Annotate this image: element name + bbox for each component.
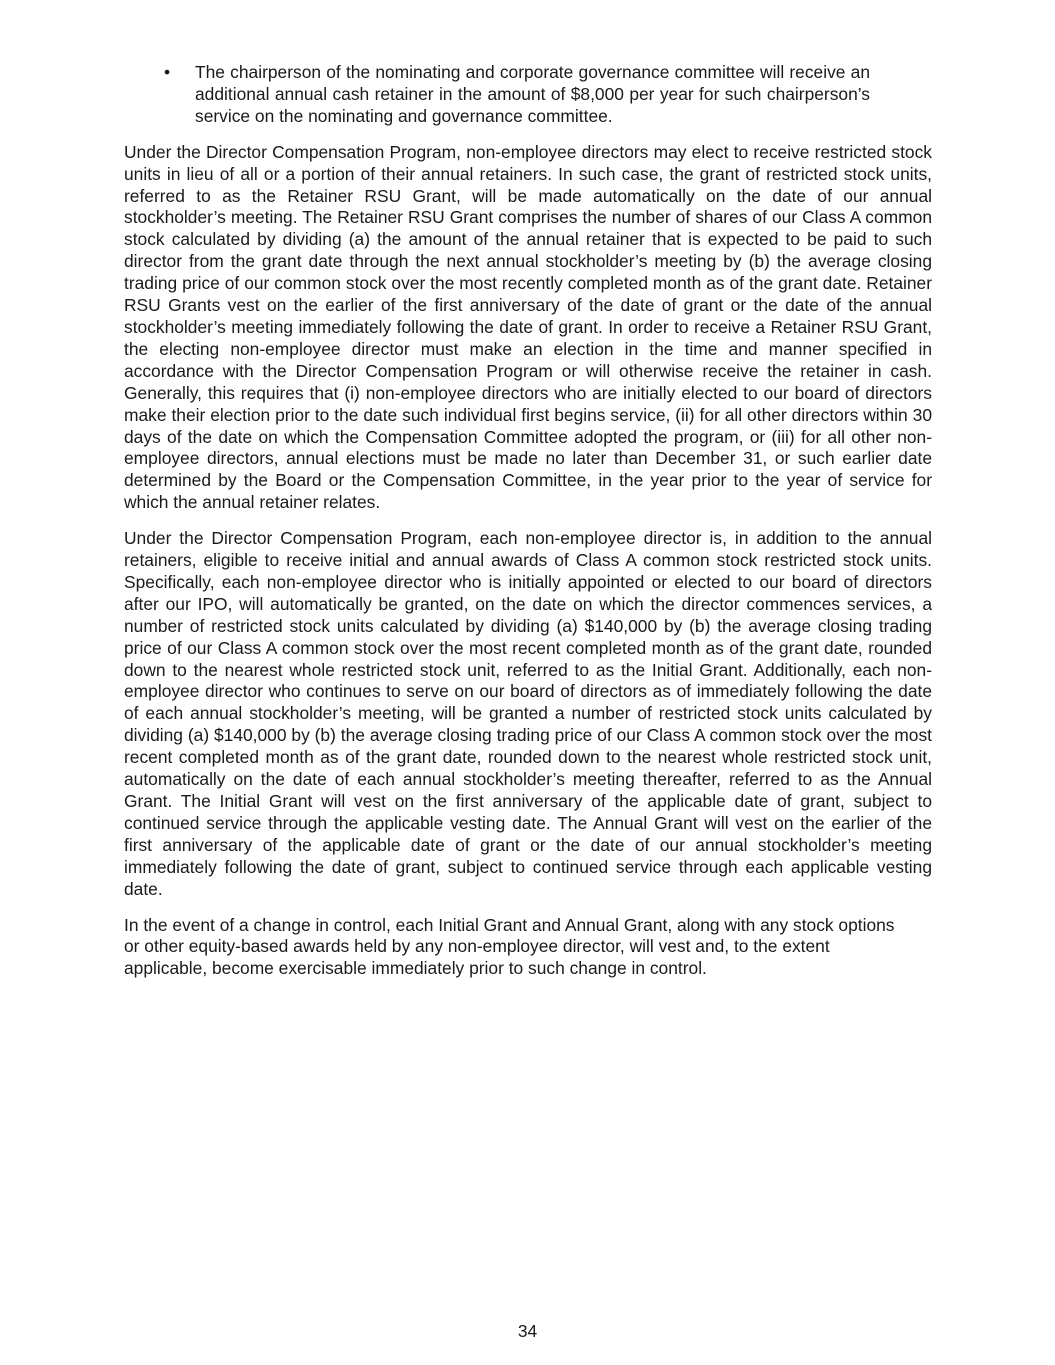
bullet-text: The chairperson of the nominating and corporate governance committee will receive an additional annual cash retainer in the amount of $8,000 per year for such chairperson’s service on the nominating and governance committee. <box>195 62 870 126</box>
paragraph-change-in-control: In the event of a change in control, each Initial Grant and Annual Grant, along with any stock options or other equity-based awards held by any non-employee director, will vest and, to the extent applicable, become exercisable immediately prior to such change in control. <box>124 914 895 979</box>
document-body <box>124 62 932 994</box>
paragraph-initial-annual-grant: Under the Director Compensation Program, each non-employee director is, in addition to the annual retainers, eligible to receive initial and annual awards of Class A common stock restricted stock units. Specifically, each non-employee director who is initially appointed or elected to our board of directors after our IPO, will automatically be granted, on the date on which the director commences services, a number of restricted stock units calculated by dividing (a) $140,000 by (b) the average closing trading price of our Class A common stock over the most recent completed month as of the grant date, rounded down to the nearest whole restricted stock unit, referred to as the Initial Grant. Additionally, each non-employee director who continues to serve on our board of directors as of immediately following the date of each annual stockholder’s meeting, will be granted a number of restricted stock units calculated by dividing (a) $140,000 by (b) the average closing trading price of our Class A common stock over the most recent completed month as of the grant date, rounded down to the nearest whole restricted stock unit, automatically on the date of each annual stockholder’s meeting thereafter, referred to as the Annual Grant. The Initial Grant will vest on the first anniversary of the applicable date of grant, subject to continued service through the applicable vesting date. The Annual Grant will vest on the earlier of the first anniversary of the applicable date of grant or the date of our annual stockholder’s meeting immediately following the date of grant, subject to continued service through each applicable vesting date. <box>124 528 932 899</box>
bullet-item <box>124 62 932 128</box>
paragraph-retainer-rsu-grant: Under the Director Compensation Program, non-employee directors may elect to receive restricted stock units in lieu of all or a portion of their annual retainers. In such case, the grant of restricted stock units, referred to as the Retainer RSU Grant, will be made automatically on the date of our annual stockholder’s meeting. The Retainer RSU Grant comprises the number of shares of our Class A common stock calculated by dividing (a) the amount of the annual retainer that is expected to be paid to such director from the grant date through the next annual stockholder’s meeting by (b) the average closing trading price of our common stock over the most recently completed month as of the grant date. Retainer RSU Grants vest on the earlier of the first anniversary of the date of grant or the date of the annual stockholder’s meeting immediately following the date of grant. In order to receive a Retainer RSU Grant, the electing non-employee director must make an election in the time and manner specified in accordance with the Director Compensation Program or will otherwise receive the retainer in cash. Generally, this requires that (i) non-employee directors who are initially elected to our board of directors make their election prior to the date such individual first begins service, (ii) for all other directors within 30 days of the date on which the Compensation Committee adopted the program, or (iii) for all other non-employee directors, annual elections must be made no later than December 31, or such earlier date determined by the Board or the Compensation Committee, in the year prior to the year of service for which the annual retainer relates. <box>124 141 932 513</box>
bullet-mark: • <box>164 62 171 82</box>
page-number: 34 <box>517 1321 538 1341</box>
